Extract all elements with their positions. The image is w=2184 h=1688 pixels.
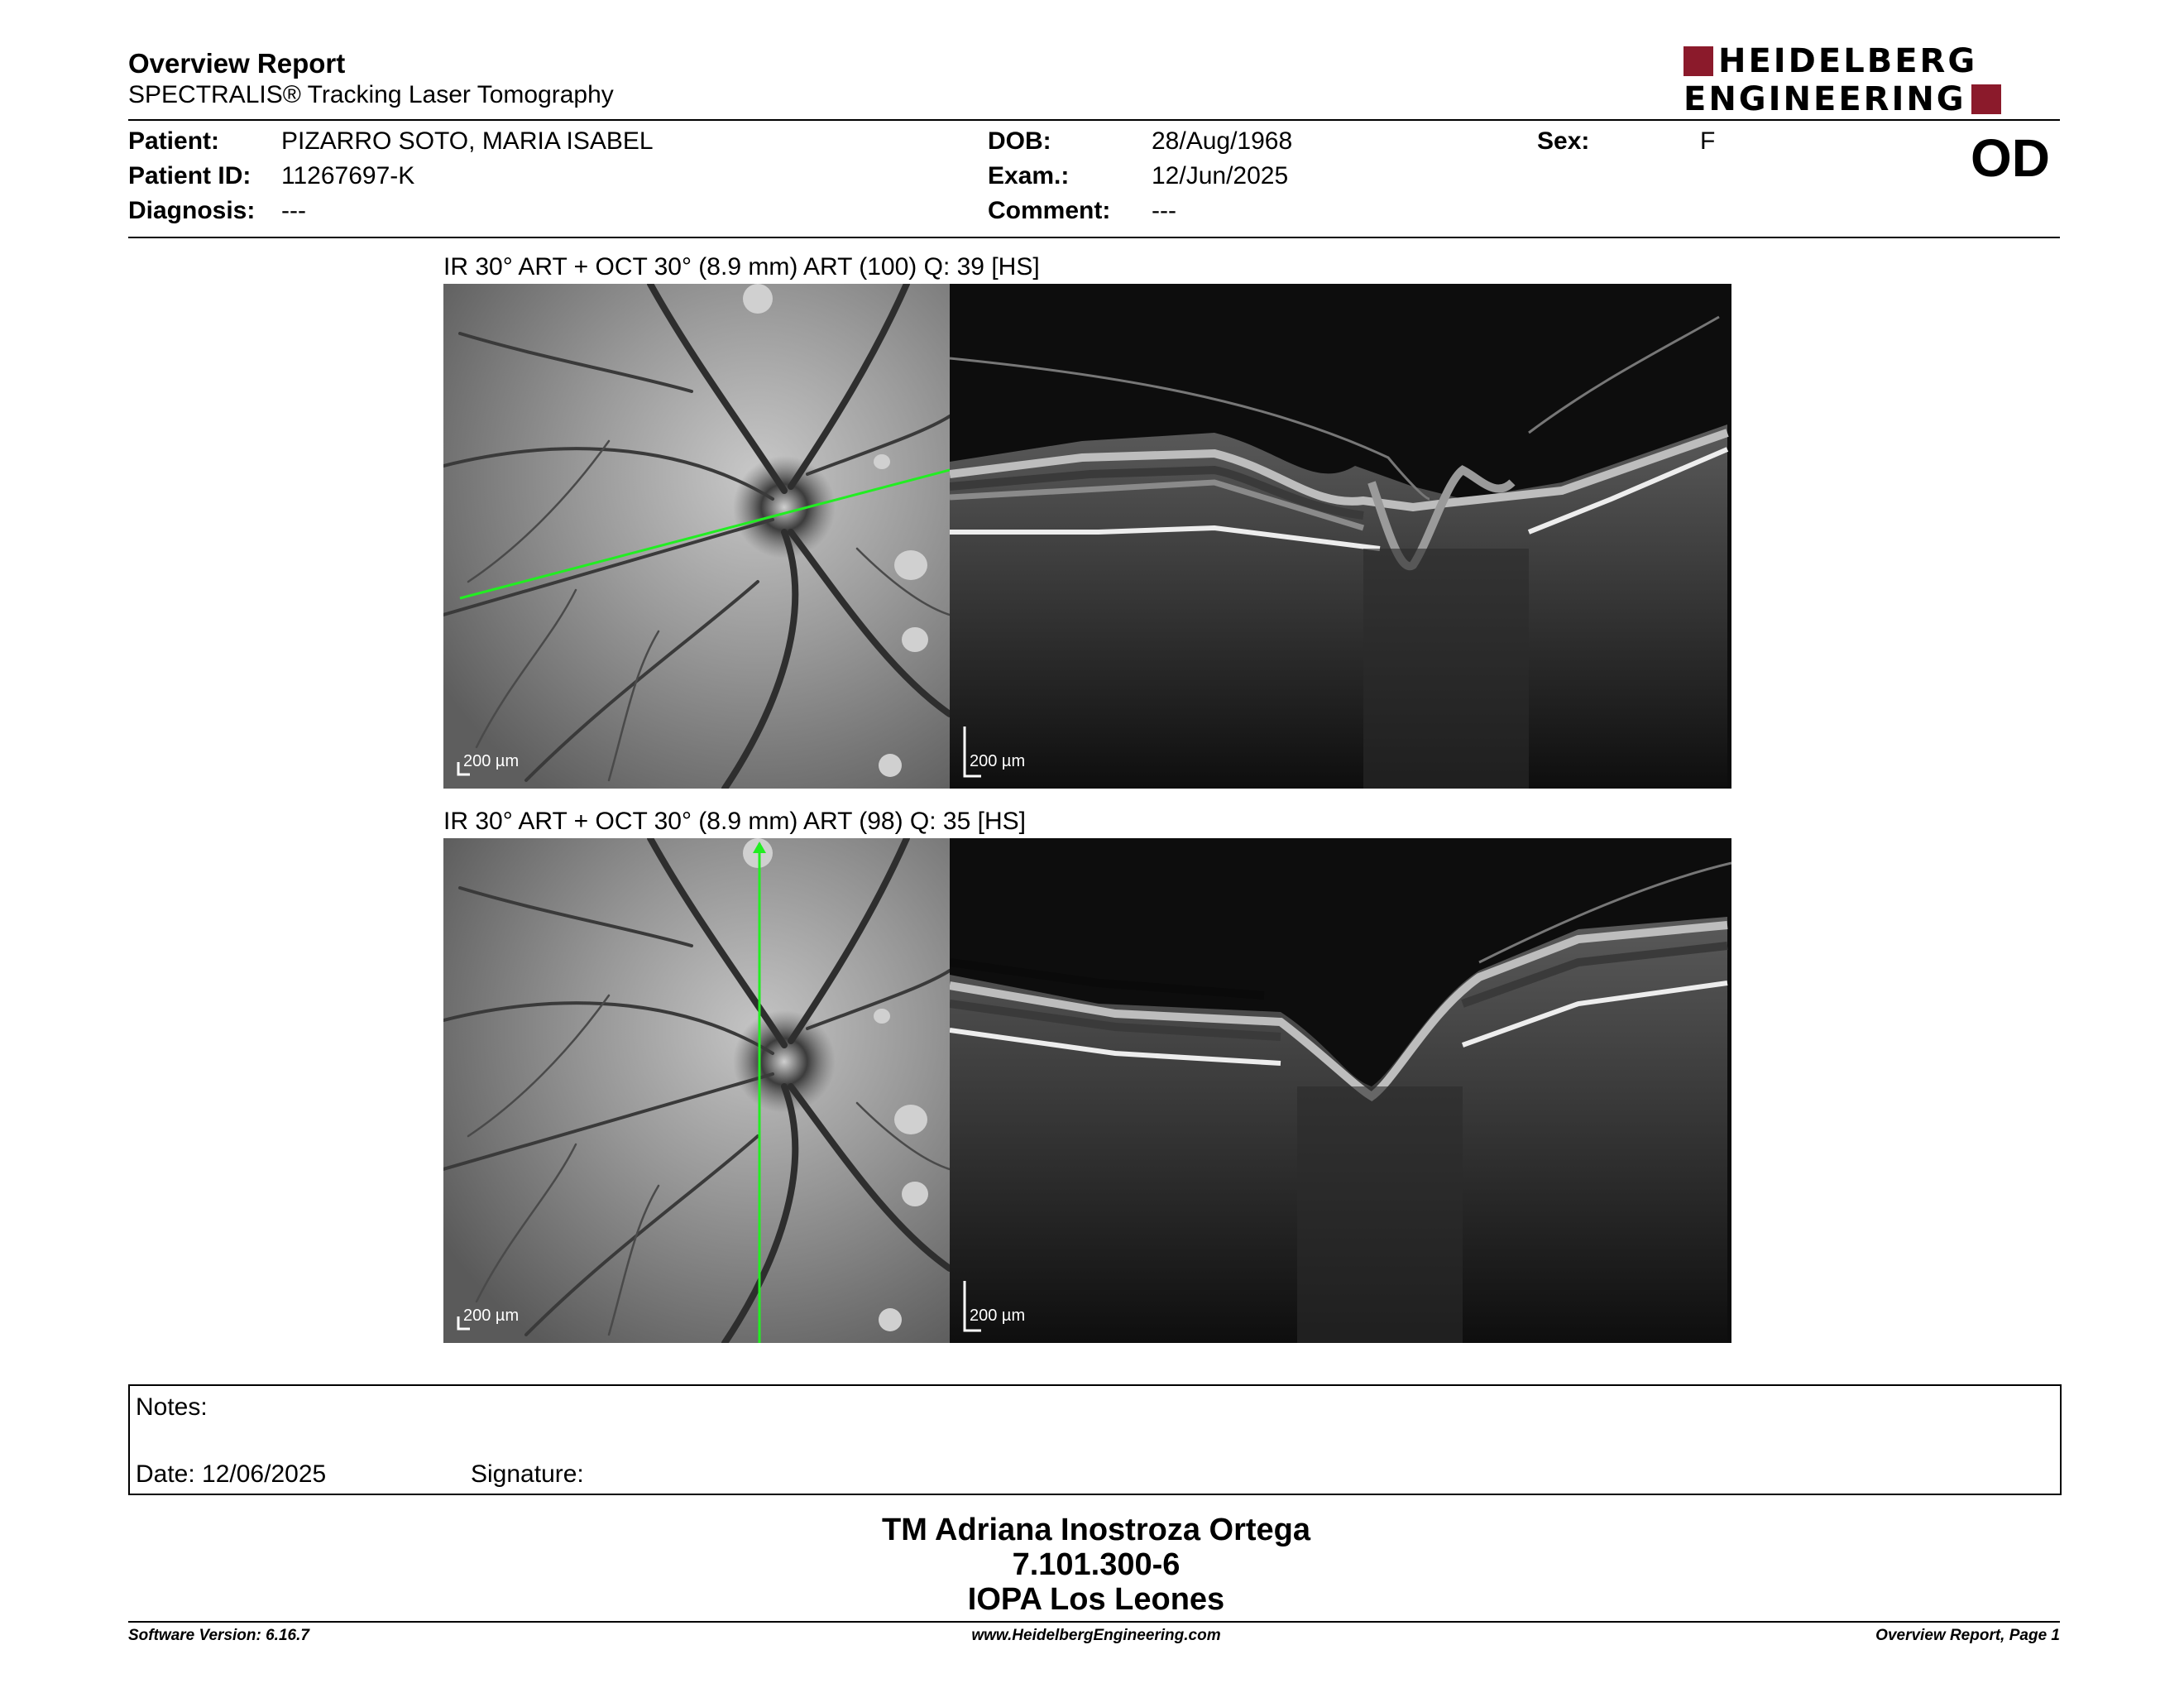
signature-label: Signature:	[471, 1460, 584, 1488]
header-rule	[128, 119, 2060, 121]
website-link[interactable]: www.HeidelbergEngineering.com	[971, 1627, 1221, 1644]
logo-square-right	[1971, 84, 2001, 114]
fundus-2-scale: 200 µm	[463, 1307, 520, 1325]
heidelberg-logo	[1684, 42, 2064, 118]
scan-2-title: IR 30° ART + OCT 30° (8.9 mm) ART (98) Q: 35 [HS]	[443, 808, 1026, 835]
oct-2-scale: 200 µm	[970, 1307, 1026, 1325]
dob-label: DOB:	[988, 127, 1051, 155]
logo-line-2: ENGINEERING	[1684, 80, 1966, 118]
dob-value: 28/Aug/1968	[1152, 127, 1293, 155]
patient-id-value: 11267697-K	[281, 162, 415, 189]
sex-value: F	[1700, 127, 1716, 155]
patient-label: Patient:	[128, 127, 220, 155]
report-subtitle: SPECTRALIS® Tracking Laser Tomography	[128, 81, 614, 108]
patient-info-rule	[128, 237, 2060, 238]
page-indicator: Overview Report, Page 1	[1875, 1627, 2060, 1644]
comment-label: Comment:	[988, 197, 1111, 224]
diagnosis-label: Diagnosis:	[128, 197, 256, 224]
notes-date: Date: 12/06/2025	[136, 1460, 327, 1488]
footer-rule	[128, 1621, 2060, 1623]
oct-image-1	[950, 284, 1731, 789]
notes-label: Notes:	[136, 1393, 208, 1421]
fundus-1-scale: 200 µm	[463, 752, 520, 770]
patient-name: PIZARRO SOTO, MARIA ISABEL	[281, 127, 654, 155]
scan-2-panel	[443, 838, 1731, 1343]
fundus-image-2	[443, 838, 950, 1343]
scan-1-panel	[443, 284, 1731, 789]
signatory-name: TM Adriana Inostroza Ortega	[882, 1513, 1310, 1547]
signatory-rut: 7.101.300-6	[1012, 1547, 1181, 1582]
fundus-image-1	[443, 284, 950, 789]
scan-1-title: IR 30° ART + OCT 30° (8.9 mm) ART (100) Q: 39 [HS]	[443, 253, 1040, 281]
software-version: Software Version: 6.16.7	[128, 1627, 309, 1644]
sex-label: Sex:	[1537, 127, 1590, 155]
report-title: Overview Report	[128, 48, 346, 79]
signatory-institution: IOPA Los Leones	[967, 1582, 1225, 1617]
logo-square-left	[1684, 46, 1713, 76]
notes-box	[128, 1384, 2062, 1495]
logo-line-1: HEIDELBERG	[1718, 42, 1978, 80]
oct-1-scale: 200 µm	[970, 752, 1026, 770]
eye-indicator: OD	[1971, 128, 2050, 188]
exam-label: Exam.:	[988, 162, 1070, 189]
diagnosis-value: ---	[281, 197, 306, 224]
exam-value: 12/Jun/2025	[1152, 162, 1289, 189]
oct-image-2	[950, 838, 1731, 1343]
patient-id-label: Patient ID:	[128, 162, 251, 189]
comment-value: ---	[1152, 197, 1176, 224]
